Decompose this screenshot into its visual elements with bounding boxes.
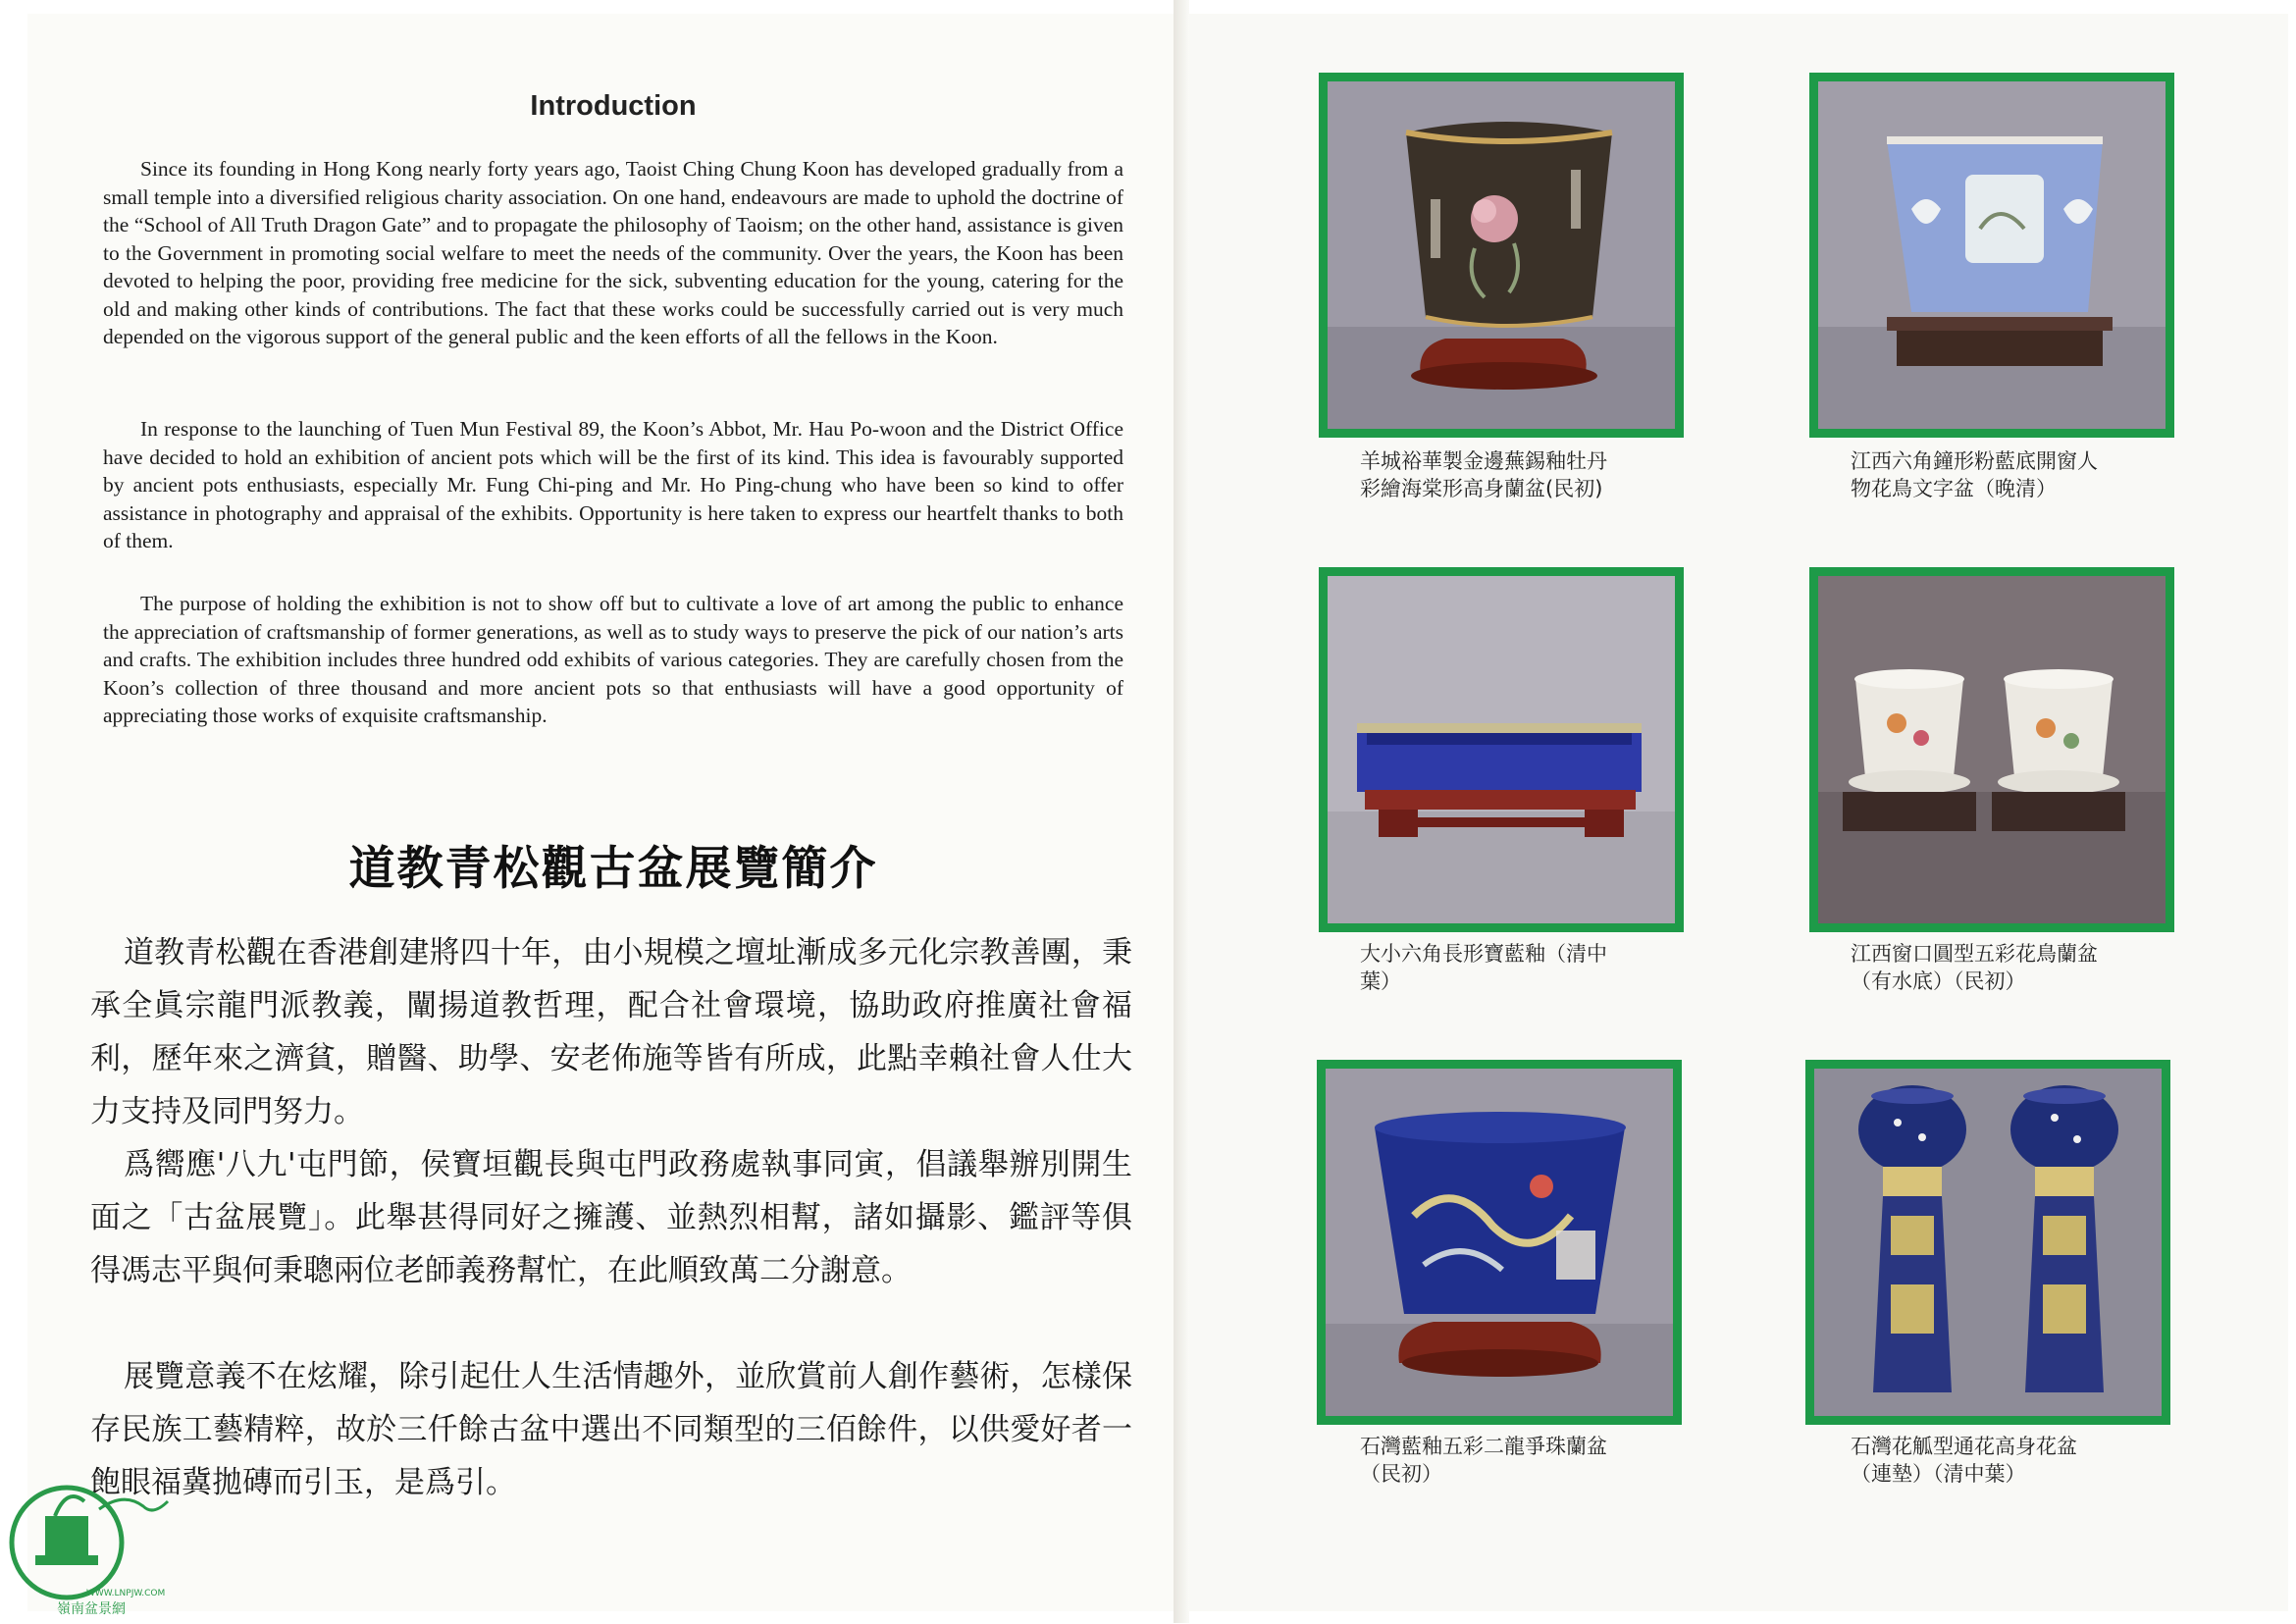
caption-line: （連墊）（清中葉）	[1851, 1462, 2026, 1486]
pot-caption-4	[1851, 940, 2223, 995]
intro-title: Introduction	[530, 90, 697, 122]
pot-caption-2	[1851, 447, 2223, 502]
intro-paragraph-1: Since its founding in Hong Kong nearly forty years ago, Taoist Ching Chung Koon has developed gradually from a small temple into a diversified religious charity association. On one hand, endeavours are made to uphold the doctrine of the “School of All Truth Dragon Gate” and to propagate the philosophy of Taoism; on the other hand, assistance is given to the Government in promoting social welfare to meet the needs of the community. Over the years, the Koon has been devoted to helping the poor, providing free medicine for the sick, subventing education for the young, catering for the old and making other kinds of contributions. The fact that these works could be successfully carried out is very much depended on the vigorous support of the general public and the keen efforts of all the fellows in the Koon.	[103, 157, 1123, 348]
caption-line: 大小六角長形寶藍釉（清中	[1360, 942, 1607, 966]
pot-image-1	[1328, 81, 1675, 429]
caption-line: 石灣藍釉五彩二龍爭珠蘭盆	[1360, 1435, 1607, 1458]
logo-emblem-icon	[6, 1462, 173, 1619]
pot-photo-2	[1809, 73, 2174, 438]
caption-line: 物花鳥文字盆（晚清）	[1851, 477, 2057, 500]
pot-photo-5	[1317, 1060, 1682, 1425]
caption-line: 江西六角鐘形粉藍底開窗人	[1851, 449, 2098, 473]
intro-paragraph-2: In response to the launching of Tuen Mun Festival 89, the Koon’s Abbot, Mr. Hau Po-woon and the District Office have decided to hold an exhibition of ancient pots which will be the first of its kind. This idea is favourably supported by ancient pots enthusiasts, especially Mr. Fung Chi-ping and Mr. Ho Ping-chung who have been so kind to offer assistance in photography and appraisal of the exhibits. Opportunity is here taken to express our heartfelt thanks to both of them.	[103, 417, 1123, 552]
pot-image-5	[1326, 1069, 1673, 1416]
chinese-paragraph-3: 展覽意義不在炫耀，除引起仕人生活情趣外，並欣賞前人創作藝術，怎樣保存民族工藝精粹，故於三仟餘古盆中選出不同類型的三佰餘件，以供愛好者一飽眼福冀拋磚而引玉，是爲引。	[90, 1359, 1132, 1500]
caption-line: 江西窗口圓型五彩花鳥蘭盆	[1851, 942, 2098, 966]
pot-image-2	[1818, 81, 2166, 429]
logo-url-text: WWW.LNPJW.COM	[86, 1589, 166, 1598]
pot-caption-6	[1851, 1433, 2223, 1488]
pot-image-4	[1818, 576, 2166, 923]
logo-name-text: 嶺南盆景網	[57, 1601, 126, 1617]
pot-caption-1	[1360, 447, 1733, 502]
caption-line: 彩繪海棠形高身蘭盆(民初)	[1360, 477, 1603, 500]
pot-photo-3	[1319, 567, 1684, 932]
chinese-paragraph-1: 道教青松觀在香港創建將四十年，由小規模之壇址漸成多元化宗教善團，秉承全眞宗龍門派教義，闡揚道教哲理，配合社會環境，協助政府推廣社會福利，歷年來之濟貧，贈醫、助學、安老佈施等皆有所成，此點幸賴社會人仕大力支持及同門努力。	[90, 935, 1132, 1129]
pot-image-6	[1814, 1069, 2162, 1416]
pot-caption-3	[1360, 940, 1733, 995]
caption-line: 石灣花觚型通花高身花盆	[1851, 1435, 2077, 1458]
pot-photo-1	[1319, 73, 1684, 438]
pot-photo-4	[1809, 567, 2174, 932]
caption-line: （民初）	[1360, 1462, 1442, 1486]
pot-photo-6	[1805, 1060, 2170, 1425]
book-gutter	[1174, 0, 1189, 1623]
pot-caption-5	[1360, 1433, 1733, 1488]
chinese-title: 道教青松觀古盆展覽簡介	[348, 842, 878, 896]
caption-line: （有水底）（民初）	[1851, 969, 2026, 993]
caption-line: 葉）	[1360, 969, 1401, 993]
intro-paragraph-3: The purpose of holding the exhibition is not to show off but to cultivate a love of art among the public to enhance the appreciation of craftsmanship of former generations, as well as to study ways to preserve the pick of our nation’s arts and crafts. The exhibition includes three hundred odd exhibits of various categories. They are carefully chosen from the Koon’s collection of three thousand and more ancient pots so that enthusiasts will have a good opportunity of appreciating those works of exquisite craftsmanship.	[103, 592, 1123, 727]
pot-image-3	[1328, 576, 1675, 923]
chinese-paragraph-2: 爲嚮應'八九'屯門節，侯寶垣觀長與屯門政務處執事同寅，倡議舉辦別開生面之「古盆展覽」。此舉甚得同好之擁護、並熱烈相幫，諸如攝影、鑑評等俱得馮志平與何秉聰兩位老師義務幫忙，在此順致萬二分謝意。	[90, 1147, 1132, 1288]
website-logo	[6, 1462, 173, 1619]
caption-line: 羊城裕華製金邊蕪錫釉牡丹	[1360, 449, 1607, 473]
